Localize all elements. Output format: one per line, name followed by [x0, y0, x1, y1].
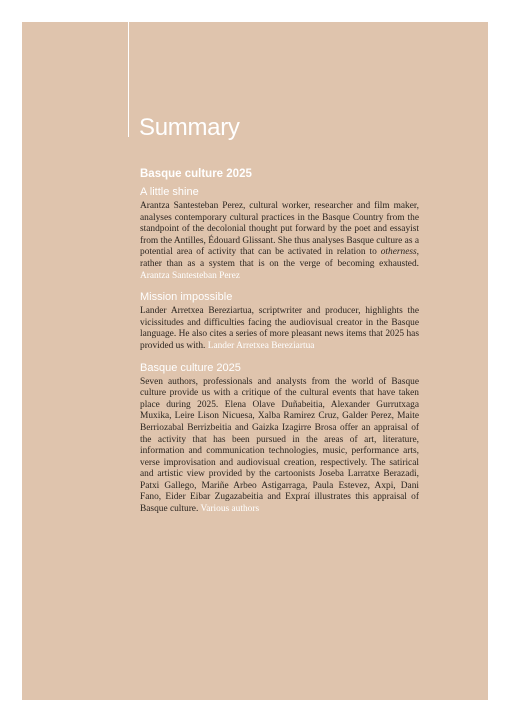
article-text-part: , rather than as a system that is on the verge of becoming exhausted.	[140, 247, 419, 269]
article-a-little-shine	[140, 186, 419, 282]
article-title: Mission impossible	[140, 291, 233, 304]
vertical-rule	[128, 22, 129, 137]
section-title: Basque culture 2025	[140, 168, 252, 180]
article-text	[140, 306, 419, 352]
article-author: Various authors	[200, 504, 260, 515]
article-author: Arantza Santesteban Perez	[140, 270, 240, 281]
summary-content	[140, 168, 419, 525]
article-emphasis: otherness	[380, 247, 417, 258]
article-mission-impossible	[140, 291, 419, 352]
article-text-part: Seven authors, professionals and analysts from the world of Basque culture provide us with a critique of the cultural events that have taken place during 2025. Elena Olave Duñabeitia, Alexander Gurrutxaga Muxika, Leire Lison Nicuesa, Xalba Ramirez Cruz, Galder Perez, Maite Berriozabal Berrizbeitia and Gaizka Izagirre Brosa offer an appraisal of the activity that has been pursued in the areas of art, literature, information and communication technologies, music, performance arts, verse improvisation and audiovisual creation, respectively. The satirical and artistic view provided by the cartoonists Joseba Larratxe Berazadi, Patxi Gallego, Mariñe Arbeo Astigarraga, Paula Estevez, Axpi, Dani Fano, Eider Eibar Zugazabeitia and Expraí illustrates this appraisal of Basque culture.	[140, 376, 419, 515]
article-basque-culture-2025	[140, 362, 419, 516]
article-text-part: Arantza Santesteban Perez, cultural worker, researcher and film maker, analyses contemporary cultural practices in the Basque Country from the standpoint of the decolonial thought put forward by the poet and essayist from the Antilles, Édouard Glissant. She thus analyses Basque culture as a potential area of activity that can be activated in relation to	[140, 201, 419, 258]
page-title: Summary	[139, 114, 240, 141]
article-title: A little shine	[140, 186, 199, 198]
article-title: Basque culture 2025	[140, 361, 241, 374]
article-author: Lander Arretxea Bereziartua	[207, 340, 315, 351]
summary-page	[22, 22, 488, 700]
article-text	[140, 377, 419, 516]
article-text-part: Lander Arretxea Bereziartua, scriptwriter and producer, highlights the vicissitudes and difficulties facing the audiovisual creator in the Basque language. He also cites a series of more pleasant news items that 2025 has provided us with.	[140, 306, 419, 351]
article-text	[140, 201, 419, 282]
